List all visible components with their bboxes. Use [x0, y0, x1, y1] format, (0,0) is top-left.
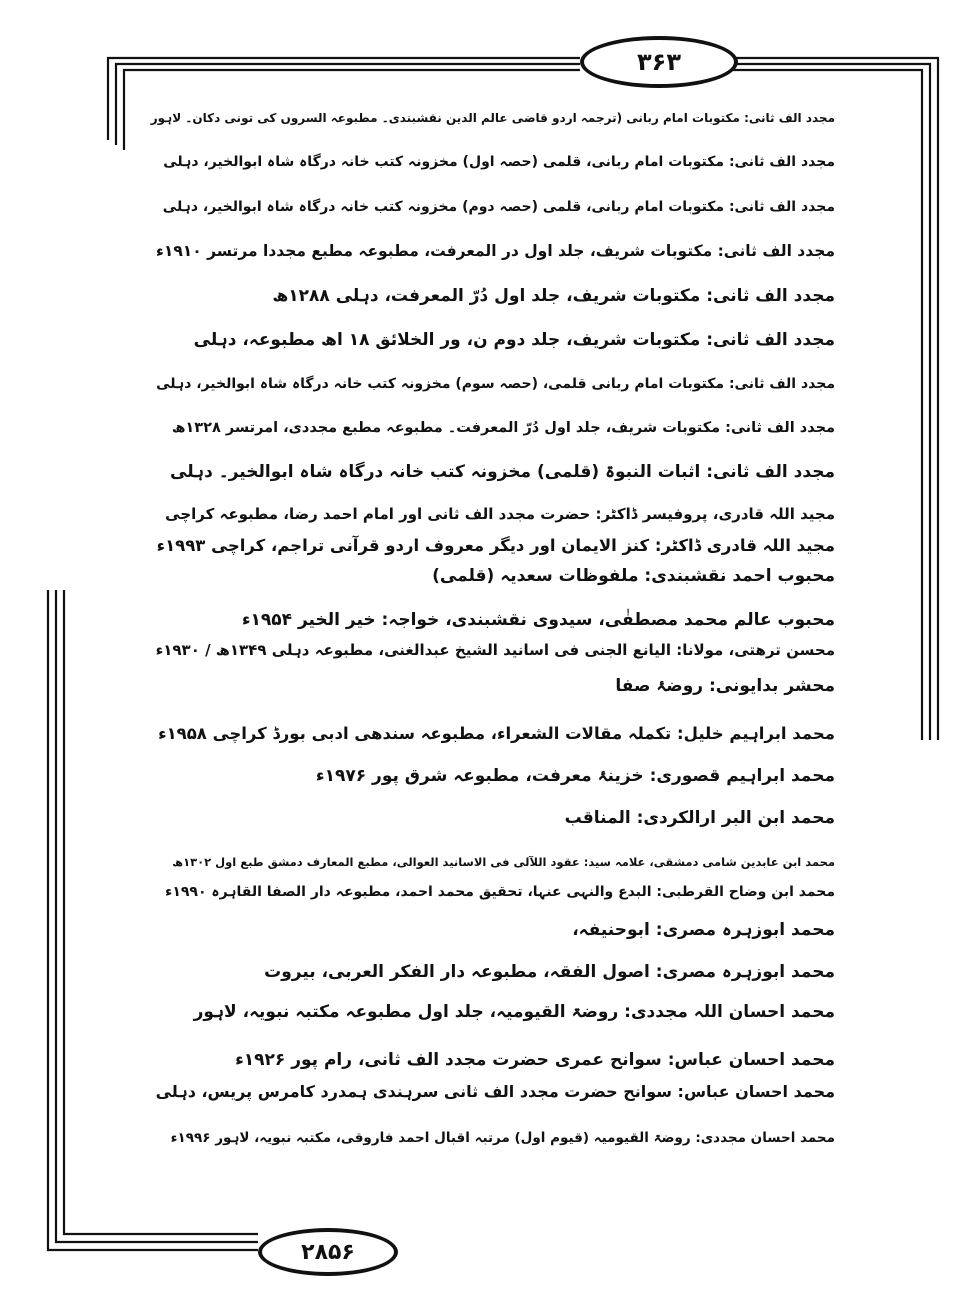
bibliography-entry: محمد احسان عباس: سوانح حضرت مجدد الف ثانی سرہندی ہمدرد کامرس پریس، دہلی [155, 1082, 835, 1101]
bibliography-entry: محمد احسان مجددی: روضۃ القیومیہ (قیوم اول) مرتبہ اقبال احمد فاروقی، مکتبہ نبویہ، لاہور ۱۹۹۶ء [170, 1130, 835, 1146]
bibliography-entry: مجدد الف ثانی: مکتوبات شریف، جلد اول دُرّ المعرفت۔ مطبوعہ مطبع مجددی، امرتسر ۱۳۲۸ھ [171, 420, 835, 436]
bibliography-entry: محشر بدایونی: روضۂ صفا [615, 676, 835, 696]
bibliography-entry: محمد احسان عباس: سوانح عمری حضرت مجدد الف ثانی، رام پور ۱۹۲۶ء [235, 1050, 835, 1070]
bibliography-entry: مجدد الف ثانی: مکتوبات امام ربانی (ترجمہ اردو قاضی عالم الدین نقشبندی۔ مطبوعہ السروں کی تونی دکان۔ لاہور [150, 111, 835, 125]
bottom-page-number: ۲۸۵۶ [258, 1228, 398, 1276]
bibliography-entry: محسن ترھتی، مولانا: الیانع الجنی فی اسانید الشیخ عبدالغنی، مطبوعہ دہلی ۱۳۴۹ھ / ۱۹۳۰ء [155, 641, 835, 659]
top-page-number: ۳۶۳ [580, 36, 738, 88]
bibliography-entry: محمد ابوزہرہ مصری: ابوحنیفہ، [572, 920, 835, 940]
bibliography-entry: مجدد الف ثانی: مکتوبات امام ربانی، قلمی (حصہ دوم) مخزونہ کتب خانہ درگاہ شاہ ابوالخیر، دہلی [162, 199, 835, 215]
bibliography-entry: مجدد الف ثانی: مکتوبات امام ربانی، قلمی (حصہ اول) مخزونہ کتب خانہ درگاہ شاہ ابوالخیر، دہلی [163, 154, 835, 170]
bibliography-entry: مجدد الف ثانی: مکتوبات شریف، جلد اول در المعرفت، مطبوعہ مطبع مجددا مرتسر ۱۹۱۰ء [155, 242, 835, 260]
bibliography-entry: مجدد الف ثانی: مکتوبات امام ربانی قلمی، (حصہ سوم) مخزونہ کتب خانہ درگاہ شاہ ابوالخیر، دہلی [156, 376, 835, 392]
bibliography-entry: محمد ابوزہرہ مصری: اصول الفقہ، مطبوعہ دار الفکر العربی، بیروت [264, 962, 835, 982]
bibliography-entry: محبوب احمد نقشبندی: ملفوظات سعدیہ (قلمی) [432, 566, 835, 586]
bibliography-entry: محبوب عالم محمد مصطفٰی، سیدوی نقشبندی، خواجہ: خیر الخیر ۱۹۵۴ء [241, 610, 835, 630]
bibliography-entry: مجدد الف ثانی: مکتوبات شریف، جلد دوم ن، ور الخلائق ۱۸ اھ مطبوعہ، دہلی [193, 330, 835, 350]
bibliography-entry: محمد ابراہیم قصوری: خزینۂ معرفت، مطبوعہ شرق پور ۱۹۷۶ء [315, 766, 835, 786]
bibliography-entry: مجید اللہ قادری، پروفیسر ڈاکٹر: حضرت مجدد الف ثانی اور امام احمد رضا، مطبوعہ کراچی [165, 505, 835, 523]
bibliography-entry: محمد احسان اللہ مجددی: روضۃ القیومیہ، جلد اول مطبوعہ مکتبہ نبویہ، لاہور [193, 1002, 835, 1022]
bibliography-entry: محمد ابن عابدین شامی دمشقی، علامہ سید: عقود اللآلی فی الاسانید العوالی، مطبع المعارف دمشق طبع اول ۱۳۰۲ھ [172, 855, 835, 869]
bibliography-entry: مجید اللہ قادری ڈاکٹر: کنز الایمان اور دیگر معروف اردو قرآنی تراجم، کراچی ۱۹۹۳ء [156, 536, 835, 555]
bibliography-entry: مجدد الف ثانی: اثبات النبوۃ (قلمی) مخزونہ کتب خانہ درگاہ شاہ ابوالخیر۔ دہلی [170, 462, 835, 482]
bibliography-entry: محمد ابن وضاح القرطبی: البدع والنہی عنہا، تحقیق محمد احمد، مطبوعہ دار الصفا القاہرہ ۱۹۹۰ء [165, 884, 835, 900]
bibliography-entry: محمد ابراہیم خلیل: تکملہ مقالات الشعراء، مطبوعہ سندھی ادبی بورڈ کراچی ۱۹۵۸ء [158, 724, 835, 743]
bibliography-entry: محمد ابن البر ارالکردی: المناقب [564, 808, 835, 828]
bibliography-entry: مجدد الف ثانی: مکتوبات شریف، جلد اول دُرّ المعرفت، دہلی ۱۲۸۸ھ [272, 286, 835, 306]
